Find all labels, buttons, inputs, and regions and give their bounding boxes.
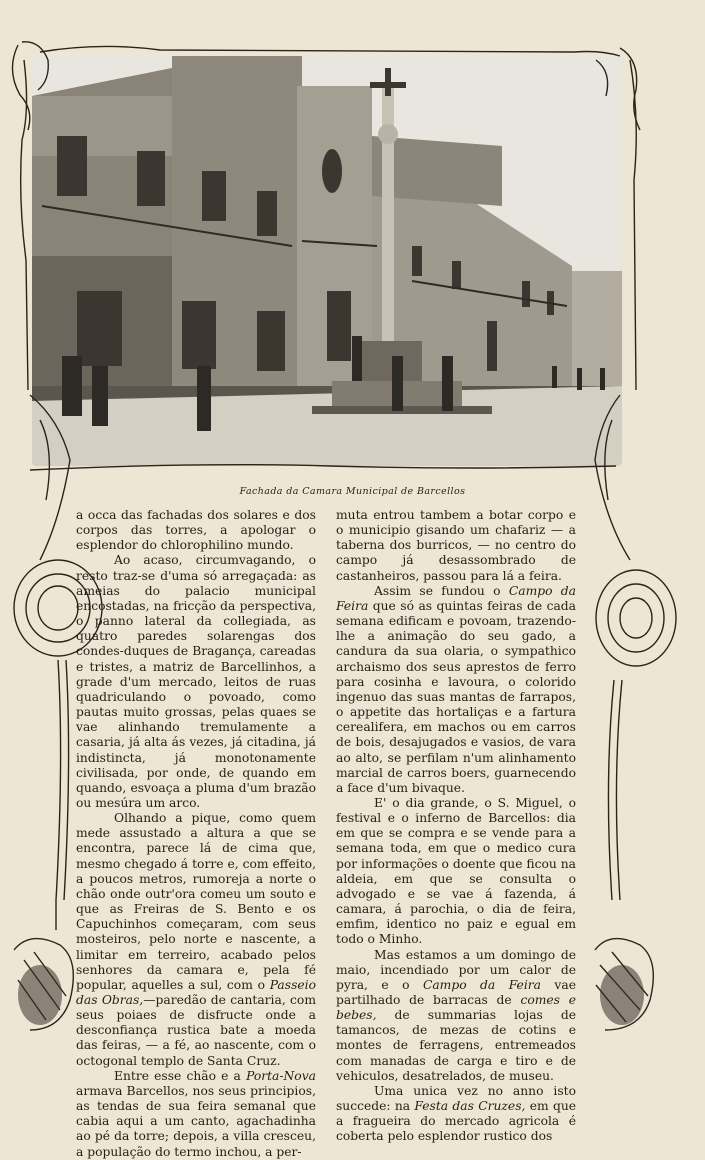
paragraph: Ao acaso, circumvagando, o resto traz-se d'uma só arregaçada: as ameias do palacio municipal encostadas, na fricção da perspectiva, o panno lateral da collegiada, as quatro paredes solarengas dos condes-duques de Bragança, careadas e tristes, a matriz de Barcellinhos, a grade d'um mercado, leitos de ruas quadriculando o povoado, como pautas muito grossas, pelas quaes se vae alinhando tremulamente a casaria, já alta ás vezes, já citadina, já indistincta, já monotonamente civilisada, por onde, de quando em quando, esvoaça a pluma d'um brazão ou mesúra um arco.: [76, 553, 316, 810]
paragraph: Entre esse chão e a Porta-Nova armava Barcellos, nos seus principios, as tendas de sua feira semanal que cabia aqui a um canto, agachadinha ao pé da torre; depois, a villa cresceu, a população do termo inchou, a per-: [76, 1068, 316, 1159]
paragraph: a occa das fachadas dos solares e dos corpos das torres, a apologar o esplendor do chlorophilino mundo.: [76, 508, 316, 553]
paragraph: Olhando a pique, como quem mede assustado a altura a que se encontra, parece lá de cima que, mesmo chegado á torre e, com effeito, a poucos metros, rumoreja a norte o chão onde outr'ora comeu um souto e que as Freiras de S. Bento e os Capuchinhos começaram, com seus mosteiros, pelo norte e nascente, a limitar em terreiro, acabado pelos senhores da camara e, pela fé popular, aquelles a sul, com o Passeio das Obras,—paredão de cantaria, com seus poiaes de disfructe onde a desconfiança rustica bate a moeda das feiras, — a fé, ao nascente, com o octogonal templo de Santa Cruz.: [76, 811, 316, 1068]
paragraph: Assim se fundou o Campo da Feira que só as quintas feiras de cada semana edificam e povoam, trazendo-lhe a animação do seu gado, a candura da sua olaria, o sympathico archaismo dos seus aprestos de ferro para cosinha e lavoura, o colorido ingenuo das suas mantas de farrapos, o appetite das hortaliças e a fartura cerealifera, em machos ou em carros de bois, desajugados e vasios, de vara ao alto, se perfilam n'um alinhamento marcial de carros boers, guarnecendo a face d'um bivaque.: [336, 583, 576, 795]
town-hall-photograph: [32, 56, 622, 466]
paragraph: E' o dia grande, o S. Miguel, o festival e o inferno de Barcellos: dia em que se compra e se vende para a semana toda, em que o medico cura por informações o doente que ficou na aldeia, em que se consulta o advogado e se vae á fazenda, á camara, á parochia, o dia de feira, emfim, identico no paiz e egual em todo o Minho.: [336, 795, 576, 947]
paragraph: Mas estamos a um domingo de maio, incendiado por um calor de pyra, e o Campo da Feira vae partilhado de barracas de comes e bebes, de summarias lojas de tamancos, de mezas de cotins e montes de ferragens, entremeados com manadas de carga e tiro e de vehiculos, desatrelados, de museu.: [336, 947, 576, 1083]
text-column-right: [336, 508, 576, 1145]
photo-caption: Fachada da Camara Municipal de Barcellos: [239, 486, 466, 497]
paragraph: Uma unica vez no anno isto succede: na Festa das Cruzes, em que a fragueira do mercado agricola é coberta pelo esplendor rustico dos: [336, 1083, 577, 1144]
paragraph: muta entrou tambem a botar corpo e o municipio gisando um chafariz — a taberna dos burricos, — no centro do campo já desassombrado de castanheiros, passou para lá a feira.: [336, 508, 576, 583]
text-column-left: [76, 508, 316, 1160]
photograph-rendering: [32, 56, 622, 466]
